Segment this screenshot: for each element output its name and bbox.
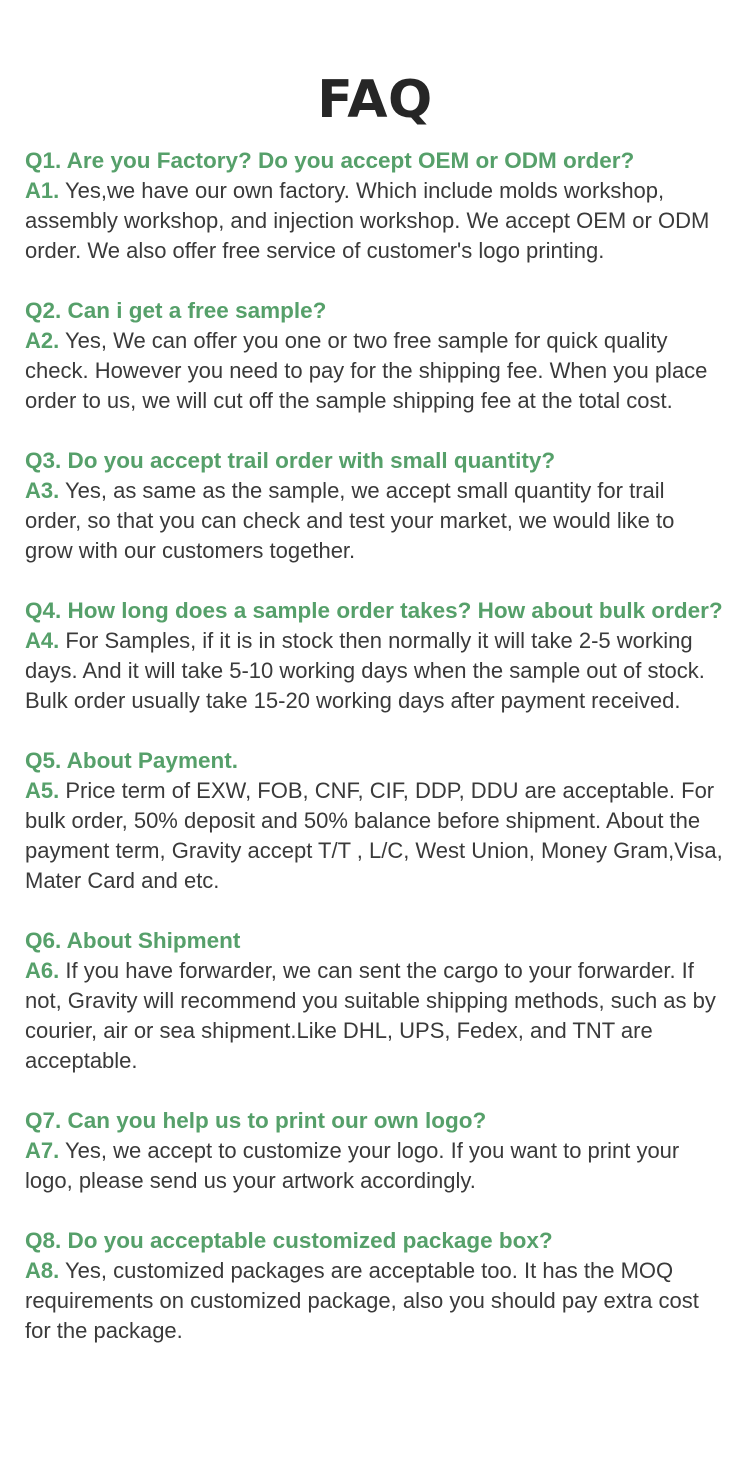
faq-answer [25, 776, 725, 896]
faq-question: Q6. About Shipment [25, 928, 241, 953]
faq-item [25, 926, 725, 1076]
faq-answer [25, 626, 725, 686]
answer-text: Yes, customized packages are acceptable too. It has the MOQ requirements on customized package, also you should pay extra cost for the package. [25, 1258, 699, 1343]
answer-text: Yes, as same as the sample, we accept small quantity for trail order, so that you can check and test your market, we would like to grow with our customers together. [25, 478, 675, 563]
faq-question: Q7. Can you help us to print our own logo? [25, 1108, 487, 1133]
faq-answer [25, 1136, 725, 1196]
answer-text: Yes, we accept to customize your logo. If you want to print your logo, please send us your artwork accordingly. [25, 1138, 680, 1193]
faq-list [0, 146, 750, 1346]
answer-text: Yes,we have our own factory. Which include molds workshop, assembly workshop, and injection workshop. We accept OEM or ODM order. We also offer free service of customer's logo printing. [25, 178, 710, 263]
faq-answer [25, 176, 725, 266]
faq-question: Q5. About Payment. [25, 748, 238, 773]
faq-item [25, 1106, 725, 1196]
answer-prefix: A6. [25, 958, 60, 983]
answer-text: Price term of EXW, FOB, CNF, CIF, DDP, DDU are acceptable. For bulk order, 50% deposit and 50% balance before shipment. About the payment term, Gravity accept T/T , L/C, West Union, Money Gram,Visa, Mater Card and etc. [25, 778, 723, 893]
faq-item [25, 746, 725, 896]
page-title: FAQ [317, 70, 433, 130]
faq-item [25, 1226, 725, 1346]
answer-prefix: A4. [25, 628, 60, 653]
answer-prefix: A3. [25, 478, 60, 503]
faq-item [25, 146, 725, 266]
answer-prefix: A5. [25, 778, 60, 803]
faq-answer [25, 1256, 725, 1346]
faq-question: Q8. Do you acceptable customized package box? [25, 1228, 553, 1253]
faq-question: Q1. Are you Factory? Do you accept OEM or ODM order? [25, 148, 635, 173]
faq-question: Q4. How long does a sample order takes? How about bulk order? [25, 598, 723, 623]
faq-question: Q3. Do you accept trail order with small quantity? [25, 448, 556, 473]
answer-prefix: A2. [25, 328, 60, 353]
answer-text: If you have forwarder, we can sent the cargo to your forwarder. If not, Gravity will recommend you suitable shipping methods, such as by courier, air or sea shipment.Like DHL, UPS, Fedex, and TNT are acceptable. [25, 958, 716, 1073]
answer-text: Yes, We can offer you one or two free sample for quick quality check. However you need to pay for the shipping fee. When you place order to us, we will cut off the sample shipping fee at the total cost. [25, 328, 708, 413]
faq-question: Q2. Can i get a free sample? [25, 298, 327, 323]
faq-item [25, 296, 725, 416]
faq-answer [25, 326, 725, 416]
faq-answer [25, 956, 725, 1076]
answer-prefix: A1. [25, 178, 60, 203]
answer-prefix: A8. [25, 1258, 60, 1283]
answer-prefix: A7. [25, 1138, 60, 1163]
faq-answer [25, 476, 725, 566]
faq-item [25, 596, 725, 716]
answer-text: For Samples, if it is in stock then normally it will take 2-5 working days. And it will take 5-10 working days when the sample out of stock. [25, 628, 705, 683]
faq-item [25, 446, 725, 566]
faq-answer-extra: Bulk order usually take 15-20 working days after payment received. [25, 688, 681, 713]
